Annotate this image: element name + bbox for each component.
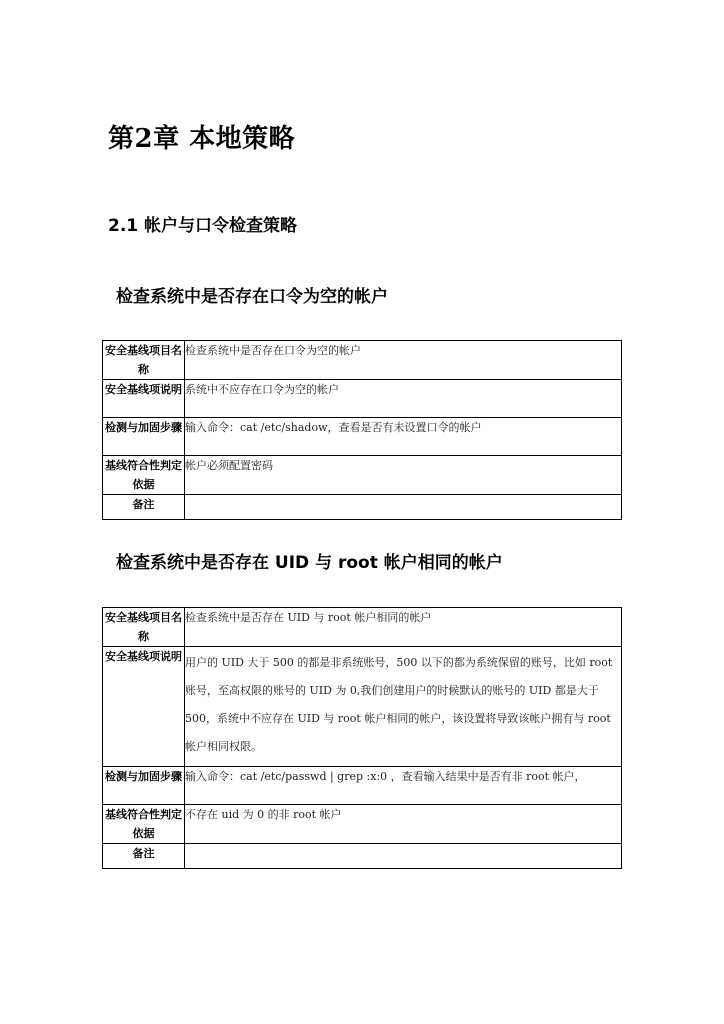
row-value: 用户的 UID 大于 500 的都是非系统账号，500 以下的都为系统保留的账号，比如 root 账号，至高权限的账号的 UID 为 0,我们创建用户的时候默认的账号的 UID 都是大于 500，系统中不应存在 UID 与 root 帐户相同的帐户，该设置将导致该帐户拥有与 root 帐户相同权限。 [185,647,622,767]
row-value [185,844,622,869]
table-row [103,647,622,767]
baseline-table-uid-root [102,607,622,869]
row-label: 备注 [103,495,185,520]
row-value: 输入命令：cat /etc/shadow，查看是否有未设置口令的帐户 [185,418,622,456]
row-label: 安全基线项说明 [103,647,185,767]
row-value: 帐户必须配置密码 [185,456,622,495]
block-title-empty-password: 检查系统中是否存在口令为空的帐户 [116,287,388,307]
row-label: 基线符合性判定依据 [103,805,185,844]
table-row [103,418,622,456]
block-title-uid-root: 检查系统中是否存在 UID 与 root 帐户相同的帐户 [116,553,503,573]
row-value: 检查系统中是否存在 UID 与 root 帐户相同的帐户 [185,608,622,647]
row-label: 备注 [103,844,185,869]
row-value: 检查系统中是否存在口令为空的帐户 [185,341,622,380]
row-label: 安全基线项说明 [103,380,185,418]
row-label: 安全基线项目名称 [103,341,185,380]
row-value [185,495,622,520]
table-row [103,805,622,844]
row-label: 检测与加固步骤 [103,767,185,805]
table-row [103,844,622,869]
row-value: 系统中不应存在口令为空的帐户 [185,380,622,418]
table-row [103,456,622,495]
table-row [103,341,622,380]
row-label: 安全基线项目名称 [103,608,185,647]
row-value: 输入命令：cat /etc/passwd | grep :x:0 ，查看输入结果中是否有非 root 帐户， [185,767,622,805]
table-row [103,495,622,520]
table-row [103,767,622,805]
row-label: 基线符合性判定依据 [103,456,185,495]
section-title: 2.1 帐户与口令检查策略 [108,216,298,236]
table-row [103,608,622,647]
row-label: 检测与加固步骤 [103,418,185,456]
table-row [103,380,622,418]
baseline-table-empty-password [102,340,622,520]
row-value: 不存在 uid 为 0 的非 root 帐户 [185,805,622,844]
chapter-title: 第2章 本地策略 [108,124,296,154]
